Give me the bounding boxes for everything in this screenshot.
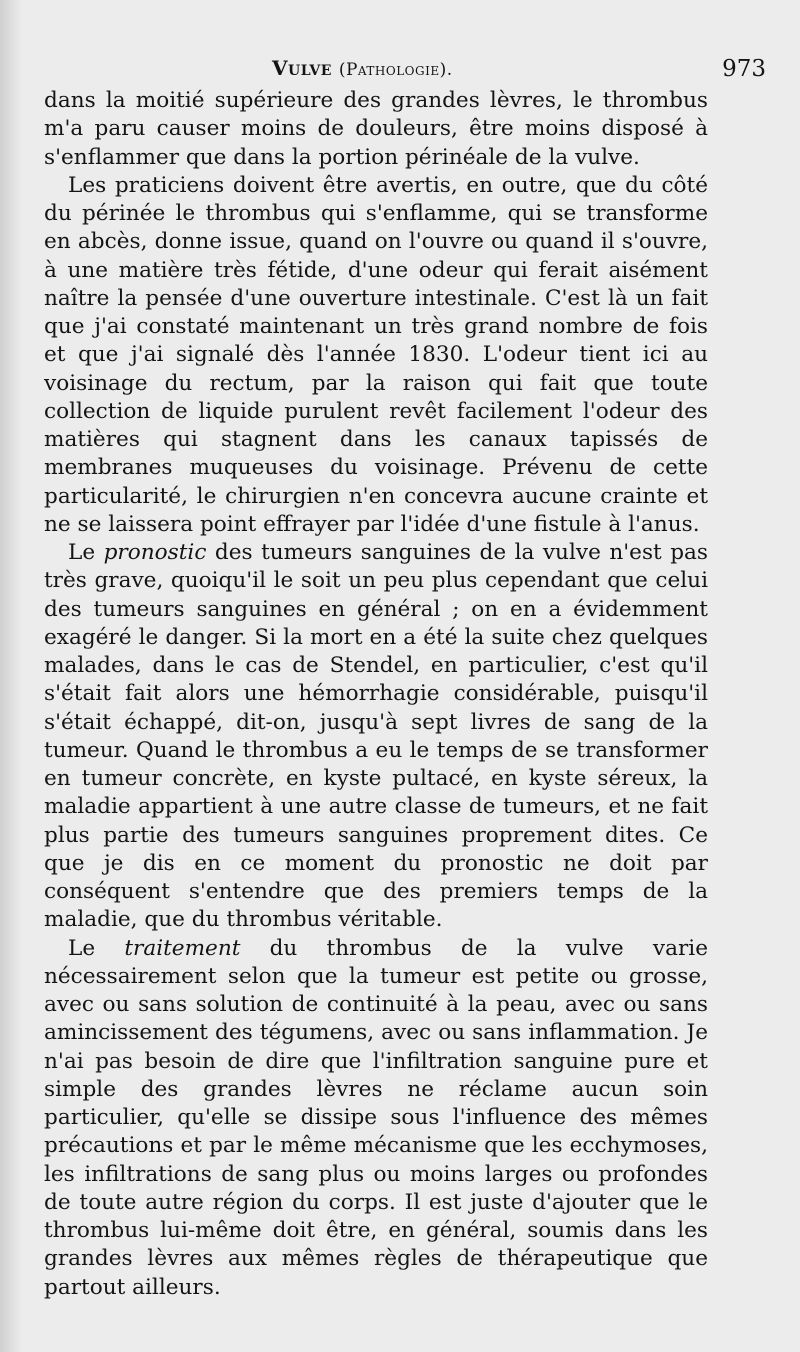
- paragraph-pronostic: [44, 539, 708, 935]
- paragraph-lead: Le: [68, 540, 104, 565]
- paragraph-fetid-odor: [44, 172, 708, 539]
- paragraph-traitement: [44, 935, 708, 1302]
- running-title-main: Vulve: [272, 56, 332, 80]
- page-header: [44, 56, 780, 84]
- paragraph-lead: Le: [68, 935, 125, 961]
- page-gutter-shadow: [0, 0, 22, 1352]
- paragraph-text: des tumeurs sanguines de la vulve n'est pas très grave, quoiqu'il le soit un peu plus cependant que celui des tumeurs sanguines en général ; on en a évidemment exagéré le danger. Si la mort en a été la suite chez quelques malades, dans le cas de Stendel, en particulier, c'est qu'il s'était fait alors une hémorrhagie considérable, puisqu'il s'était échappé, dit-on, jusqu'à sept livres de sang de la tumeur. Quand le thrombus a eu le temps de se transformer en tumeur concrète, en kyste pultacé, en kyste séreux, la maladie appartient à une autre classe de tumeurs, et ne fait plus partie des tumeurs sanguines proprement dites. Ce que je dis en ce moment du pronostic ne doit par conséquent s'entendre que des premiers temps de la maladie, que du thrombus véritable.: [44, 540, 708, 933]
- paragraph-text: dans la moitié supérieure des grandes lèvres, le thrombus m'a paru causer moins de douleurs, être moins disposé à s'enflammer que dans la portion périnéale de la vulve.: [44, 88, 708, 170]
- paragraph-continuation: [44, 87, 708, 172]
- running-title-sub: (Pathologie).: [338, 60, 453, 80]
- running-title: [272, 56, 453, 80]
- paragraph-text: Les praticiens doivent être avertis, en outre, que du côté du périnée le thrombus qui s'enflamme, qui se transforme en abcès, donne issue, quand on l'ouvre ou quand il s'ouvre, à une matière très fétide, d'une odeur qui ferait aisément naître la pensée d'une ouverture intestinale. C'est là un fait que j'ai constaté maintenant un très grand nombre de fois et que j'ai signalé dès l'année 1830. L'odeur tient ici au voisinage du rectum, par la raison qui fait que toute collection de liquide purulent revêt facilement l'odeur des matières qui stagnent dans les canaux tapissés de membranes muqueuses du voisinage. Prévenu de cette particularité, le chirurgien n'en concevra aucune crainte et ne se laissera point effrayer par l'idée d'une fistule à l'anus.: [44, 172, 708, 537]
- page-number: 973: [722, 56, 766, 82]
- body-text: [44, 87, 708, 1302]
- paragraph-text: du thrombus de la vulve varie nécessairement selon que la tumeur est petite ou grosse, avec ou sans solution de continuité à la peau, avec ou sans amincissement des tégumens, avec ou sans inflammation. Je n'ai pas besoin de dire que l'infiltration sanguine pure et simple des grandes lèvres ne réclame aucun soin particulier, qu'elle se dissipe sous l'influence des mêmes précautions et par le même mécanisme que les ecchymoses, les infiltrations de sang plus ou moins larges ou profondes de toute autre région du corps. Il est juste d'ajouter que le thrombus lui-même doit être, en général, soumis dans les grandes lèvres aux mêmes règles de thérapeutique que partout ailleurs.: [44, 935, 708, 1300]
- paragraph-emphasis: pronostic: [103, 540, 207, 565]
- paragraph-emphasis: traitement: [124, 935, 241, 961]
